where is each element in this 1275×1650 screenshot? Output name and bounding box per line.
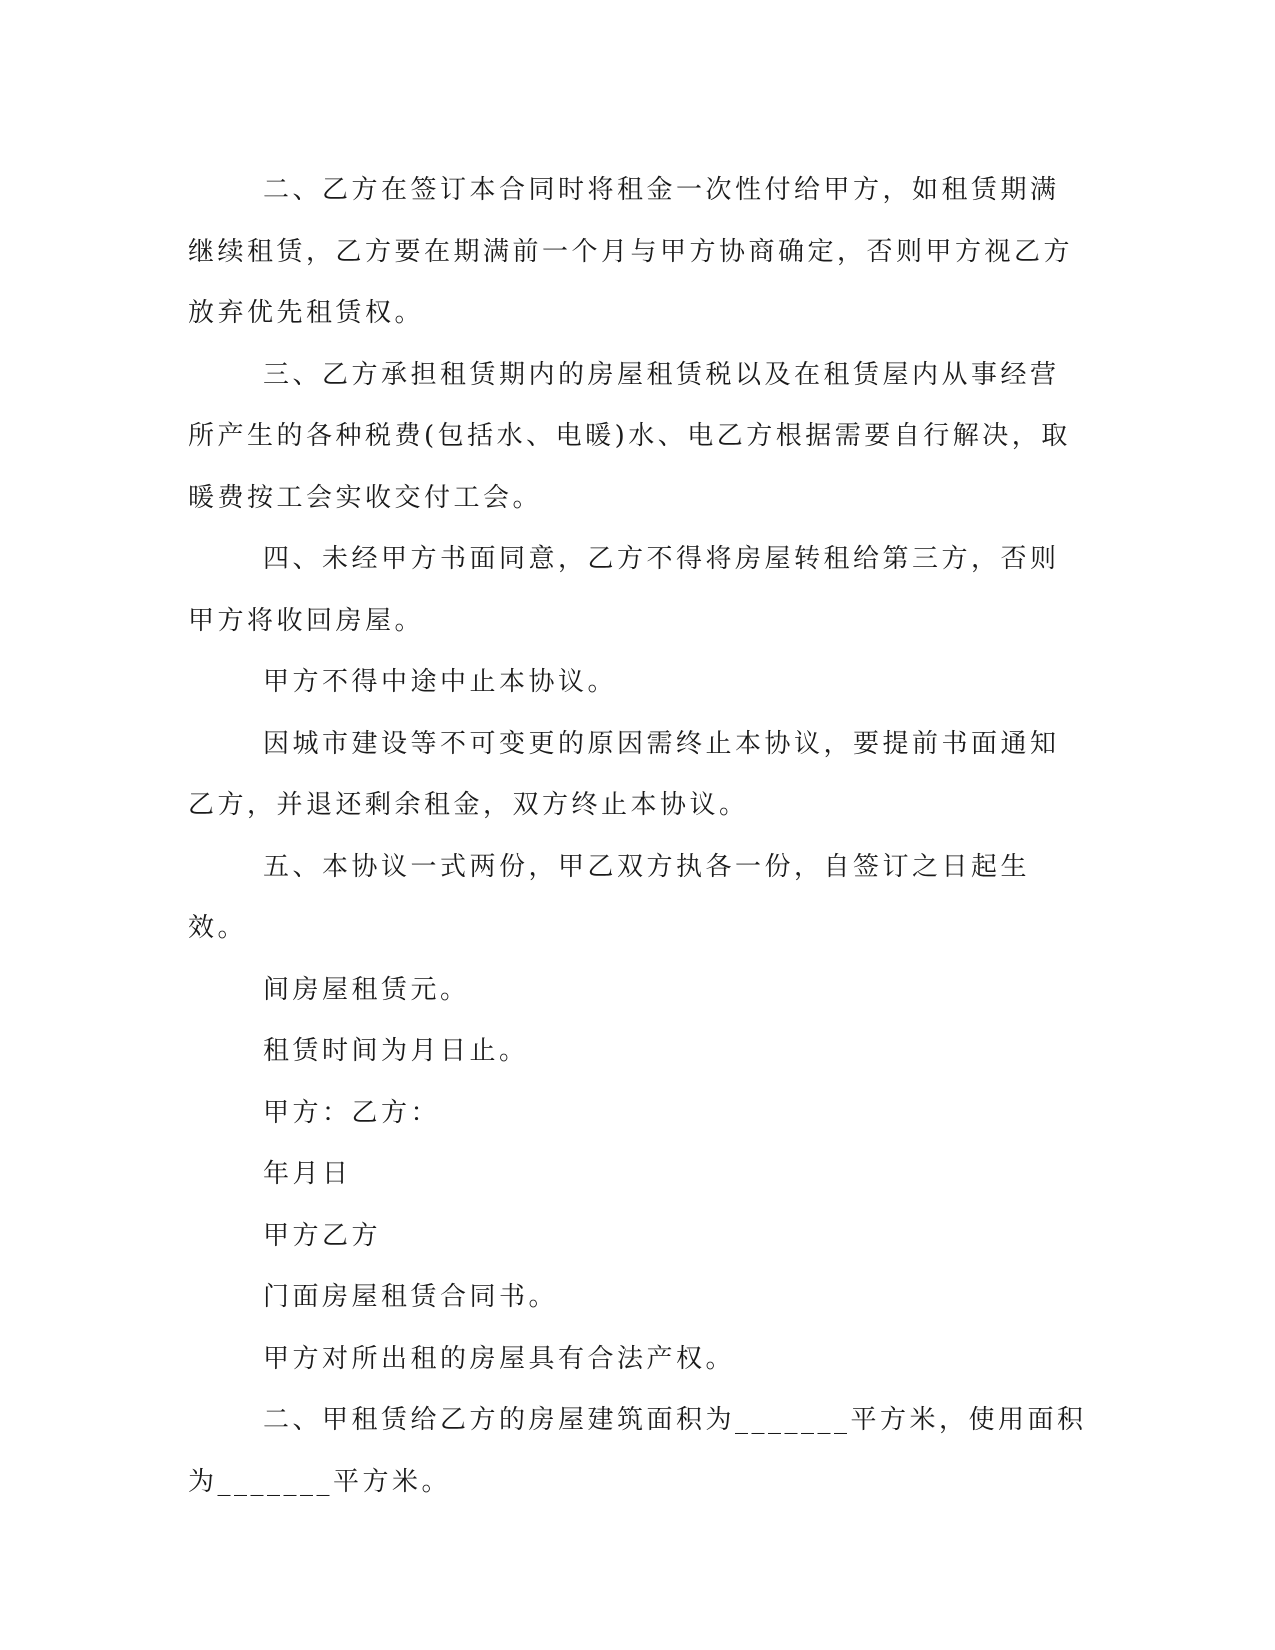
- paragraph-city-construction: 因城市建设等不可变更的原因需终止本协议，要提前书面通知乙方，并退还剩余租金，双方终止本协议。: [188, 728, 1060, 820]
- document-body: [188, 160, 1088, 1513]
- paragraph-no-termination: 甲方不得中途中止本协议。: [263, 667, 618, 697]
- paragraph-date: 年月日: [263, 1159, 352, 1189]
- paragraph-lease-period: 租赁时间为月日止。: [263, 1036, 529, 1066]
- paragraph-floor-area: 二、甲租赁给乙方的房屋建筑面积为_______平方米，使用面积为_______平方米。: [188, 1405, 1087, 1497]
- paragraph-copies: 五、本协议一式两份，甲乙双方执各一份，自签订之日起生效。: [188, 851, 1031, 943]
- paragraph-parties-signature: 甲方：乙方：: [263, 1097, 441, 1128]
- paragraph-taxes-fees: 三、乙方承担租赁期内的房屋租赁税以及在租赁屋内从事经营所产生的各种税费(包括水、电暖)水、电乙方根据需要自行解决，取暖费按工会实收交付工会。: [188, 359, 1071, 513]
- paragraph-parties: 甲方乙方: [263, 1220, 382, 1251]
- paragraph-sublease: 四、未经甲方书面同意，乙方不得将房屋转租给第三方，否则甲方将收回房屋。: [188, 544, 1060, 636]
- paragraph-contract-title: 门面房屋租赁合同书。: [263, 1282, 559, 1312]
- paragraph-rent-amount: 间房屋租赁元。: [263, 974, 470, 1005]
- paragraph-property-rights: 甲方对所出租的房屋具有合法产权。: [263, 1343, 736, 1374]
- paragraph-rent-payment: 二、乙方在签订本合同时将租金一次性付给甲方，如租赁期满继续租赁，乙方要在期满前一个月与甲方协商确定，否则甲方视乙方放弃优先租赁权。: [188, 175, 1074, 328]
